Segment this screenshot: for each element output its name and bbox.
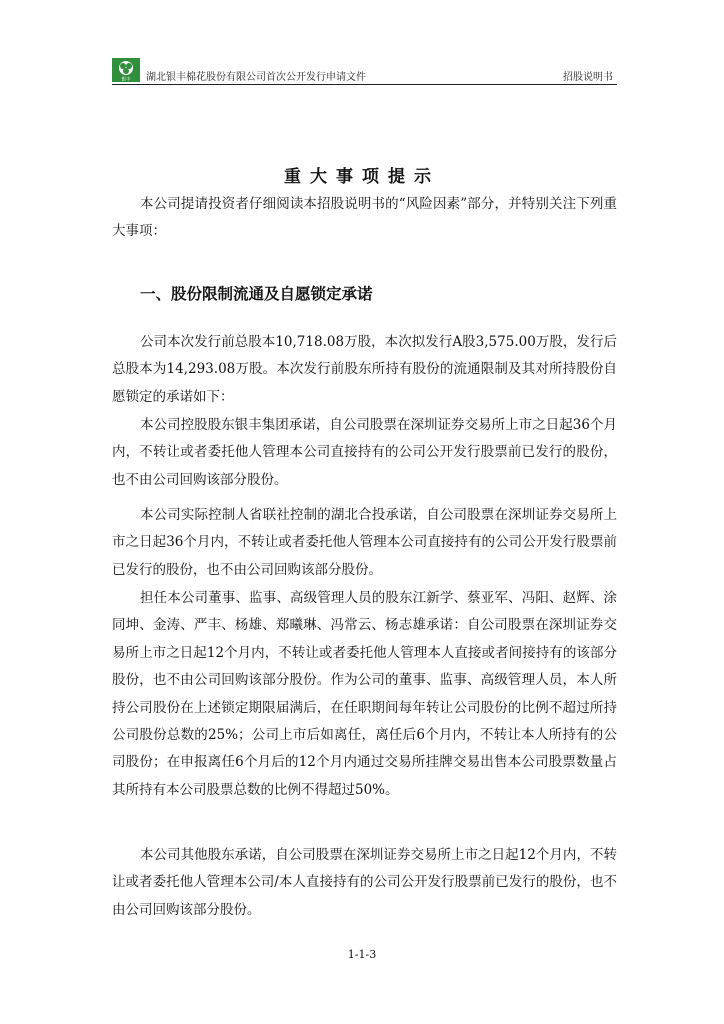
- page-number: 1-1-3: [347, 948, 377, 961]
- paragraph-1: 公司本次发行前总股本10,718.08万股，本次拟发行A股3,575.00万股，发行后总股本为14,293.08万股。本次发行前股东所持有股份的流通限制及其对所持股份自愿锁定的承诺如下：: [112, 334, 617, 405]
- header-document-type: 招股说明书: [563, 72, 613, 83]
- page-header: [112, 56, 617, 85]
- paragraph-5: 本公司其他股东承诺，自公司股票在深圳证券交易所上市之日起12个月内，不转让或者委托他人管理本公司/本人直接持有的公司公开发行股票前已发行的股份，也不由公司回购该部分股份。: [112, 847, 617, 918]
- paragraph-4: 担任本公司董事、监事、高级管理人员的股东江新学、蔡亚军、冯阳、赵辉、涂同坤、金涛、严丰、杨雄、郑曦琳、冯常云、杨志雄承诺：自公司股票在深圳证券交易所上市之日起12个月内，不转让或者委托他人管理本人直接或者间接持有的该部分股份，也不由公司回购该部分股份。作为公司的董事、监事、高级管理人员，本人所持公司股份在上述锁定期限届满后，在任职期间每年转让公司股份的比例不超过所持公司股份总数的25%；公司上市后如离任，离任后6个月内，不转让本人所持有的公司股份；在申报离任6个月后的12个月内通过交易所挂牌交易出售本公司股票数量占其所持有本公司股票总数的比例不得超过50%。: [112, 590, 617, 798]
- intro-paragraph: 本公司提请投资者仔细阅读本招股说明书的“风险因素”部分，并特别关注下列重大事项：: [112, 196, 617, 240]
- svg-text:银丰: 银丰: [121, 77, 131, 82]
- paragraph-3: 本公司实际控制人省联社控制的湖北合投承诺，自公司股票在深圳证券交易所上市之日起36个月内，不转让或者委托他人管理本公司直接持有的公司公开发行股票前已发行的股份，也不由公司回购该部分股份。: [112, 507, 617, 578]
- header-document-title: 湖北银丰棉花股份有限公司首次公开发行申请文件: [146, 72, 366, 83]
- section-heading: 一、股份限制流通及自愿锁定承诺: [140, 285, 373, 303]
- company-logo: [112, 58, 140, 82]
- paragraph-2: 本公司控股股东银丰集团承诺，自公司股票在深圳证券交易所上市之日起36个月内，不转让或者委托他人管理本公司直接持有的公司公开发行股票前已发行的股份，也不由公司回购该部分股份。: [112, 417, 617, 488]
- page-title: 重大事项提示: [284, 167, 440, 187]
